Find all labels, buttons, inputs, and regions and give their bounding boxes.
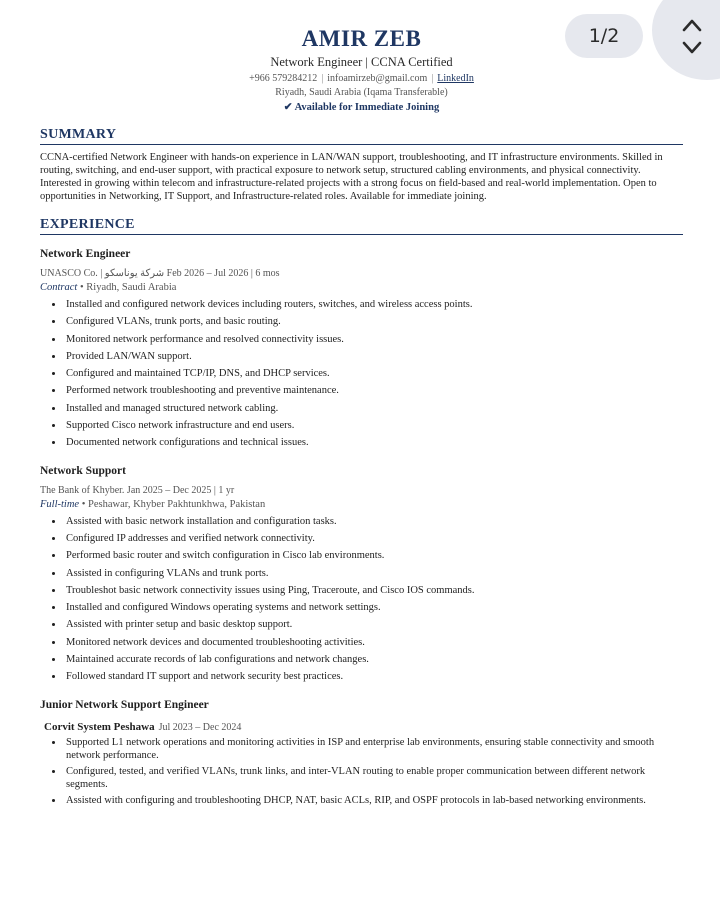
location-line: Riyadh, Saudi Arabia (Iqama Transferable) <box>275 87 448 98</box>
list-item: • Assisted with printer setup and basic desktop support. <box>64 616 683 633</box>
bullet-separator: • <box>79 282 87 293</box>
employment-type: Full-time <box>40 498 80 510</box>
availability-line: ✔ Available for Immediate Joining <box>283 102 440 113</box>
candidate-subtitle: Network Engineer | CCNA Certified <box>270 55 453 69</box>
page-indicator: 1/2 <box>565 14 643 58</box>
candidate-name: AMIR ZEB <box>301 26 422 51</box>
list-item: • Provided LAN/WAN support. <box>64 348 683 365</box>
list-item: • Followed standard IT support and network security best practices. <box>64 668 683 685</box>
list-item: • Maintained accurate records of lab configurations and network changes. <box>64 651 683 668</box>
job-bullets <box>40 736 683 807</box>
list-item: • Configured IP addresses and verified network connectivity. <box>64 530 683 547</box>
list-item: • Assisted with basic network installation and configuration tasks. <box>64 513 683 530</box>
list-item: • Performed basic router and switch configuration in Cisco lab environments. <box>64 547 683 564</box>
list-item: • Installed and managed structured network cabling. <box>64 400 683 417</box>
list-item: • Configured, tested, and verified VLANs, trunk links, and inter-VLAN routing to enable proper communication between different network segments. <box>64 765 683 791</box>
job-location: Peshawar, Khyber Pakhtunkhwa, Pakistan <box>88 498 266 510</box>
chevron-up-icon[interactable] <box>682 16 702 36</box>
list-item: • Supported Cisco network infrastructure and end users. <box>64 417 683 434</box>
email-address: infoamirzeb@gmail.com <box>327 73 428 84</box>
list-item: • Installed and configured Windows operating systems and network settings. <box>64 599 683 616</box>
job-location: Riyadh, Saudi Arabia <box>86 282 177 293</box>
company-dates: The Bank of Khyber. Jan 2025 – Dec 2025 | 1 yr <box>40 484 235 496</box>
list-item: • Configured and maintained TCP/IP, DNS, and DHCP services. <box>64 365 683 382</box>
job-entry <box>40 465 683 686</box>
contact-line <box>40 73 683 84</box>
phone-number: +966 579284212 <box>249 73 318 84</box>
list-item: • Assisted with configuring and troubleshooting DHCP, NAT, basic ACLs, RIP, and OSPF protocols in lab-based networking environments. <box>64 794 683 807</box>
job-title: Junior Network Support Engineer <box>40 698 209 711</box>
employment-meta <box>40 499 683 510</box>
employment-meta <box>40 282 683 293</box>
list-item: • Installed and configured network devices including routers, switches, and wireless access points. <box>64 296 683 313</box>
summary-text: CCNA-certified Network Engineer with hands-on experience in LAN/WAN support, troubleshooting, and IT infrastructure environments. Skilled in routing, switching, and end-user support, with practical exposure to network setup, structured cabling environments, and physical connectivity. Interested in growing within telecom and infrastructure-related projects with a strong focus on field-based and real-world implementation. Open to opportunities in Networking, IT Support, and Infrastructure-related roles. Available for immediate joining. <box>40 152 663 202</box>
chevron-down-icon[interactable] <box>682 37 702 57</box>
linkedin-link[interactable]: LinkedIn <box>437 73 474 84</box>
list-item: • Configured VLANs, trunk ports, and basic routing. <box>64 313 683 330</box>
company-dates: UNASCO Co. | شركة يوناسكو Feb 2026 – Jul 2026 | 6 mos <box>40 268 280 279</box>
list-item: • Supported L1 network operations and monitoring activities in ISP and enterprise lab environments, ensuring stable connectivity and smooth network performance. <box>64 736 683 762</box>
experience-heading: EXPERIENCE <box>40 217 683 235</box>
separator: | <box>321 73 324 84</box>
list-item: • Troubleshot basic network connectivity issues using Ping, Traceroute, and Cisco IOS commands. <box>64 582 683 599</box>
job-title: Network Support <box>40 464 126 477</box>
resume-page <box>40 0 683 810</box>
list-item: • Monitored network performance and resolved connectivity issues. <box>64 331 683 348</box>
list-item: • Performed network troubleshooting and preventive maintenance. <box>64 382 683 399</box>
list-item: • Assisted in configuring VLANs and trunk ports. <box>64 565 683 582</box>
job-title: Network Engineer <box>40 248 131 260</box>
company-line <box>44 721 683 733</box>
list-item: • Monitored network devices and documented troubleshooting activities. <box>64 634 683 651</box>
summary-heading: SUMMARY <box>40 127 683 145</box>
separator: | <box>431 73 434 84</box>
job-entry <box>40 699 683 807</box>
job-entry <box>40 248 683 452</box>
job-bullets <box>40 296 683 452</box>
bullet-separator: • <box>81 498 89 510</box>
resume-header <box>40 26 683 113</box>
company-name: Corvit System Peshawa <box>44 720 155 733</box>
employment-type: Contract <box>40 282 78 293</box>
list-item: • Documented network configurations and technical issues. <box>64 434 683 451</box>
job-dates: Jul 2023 – Dec 2024 <box>158 721 242 733</box>
job-bullets <box>40 513 683 686</box>
